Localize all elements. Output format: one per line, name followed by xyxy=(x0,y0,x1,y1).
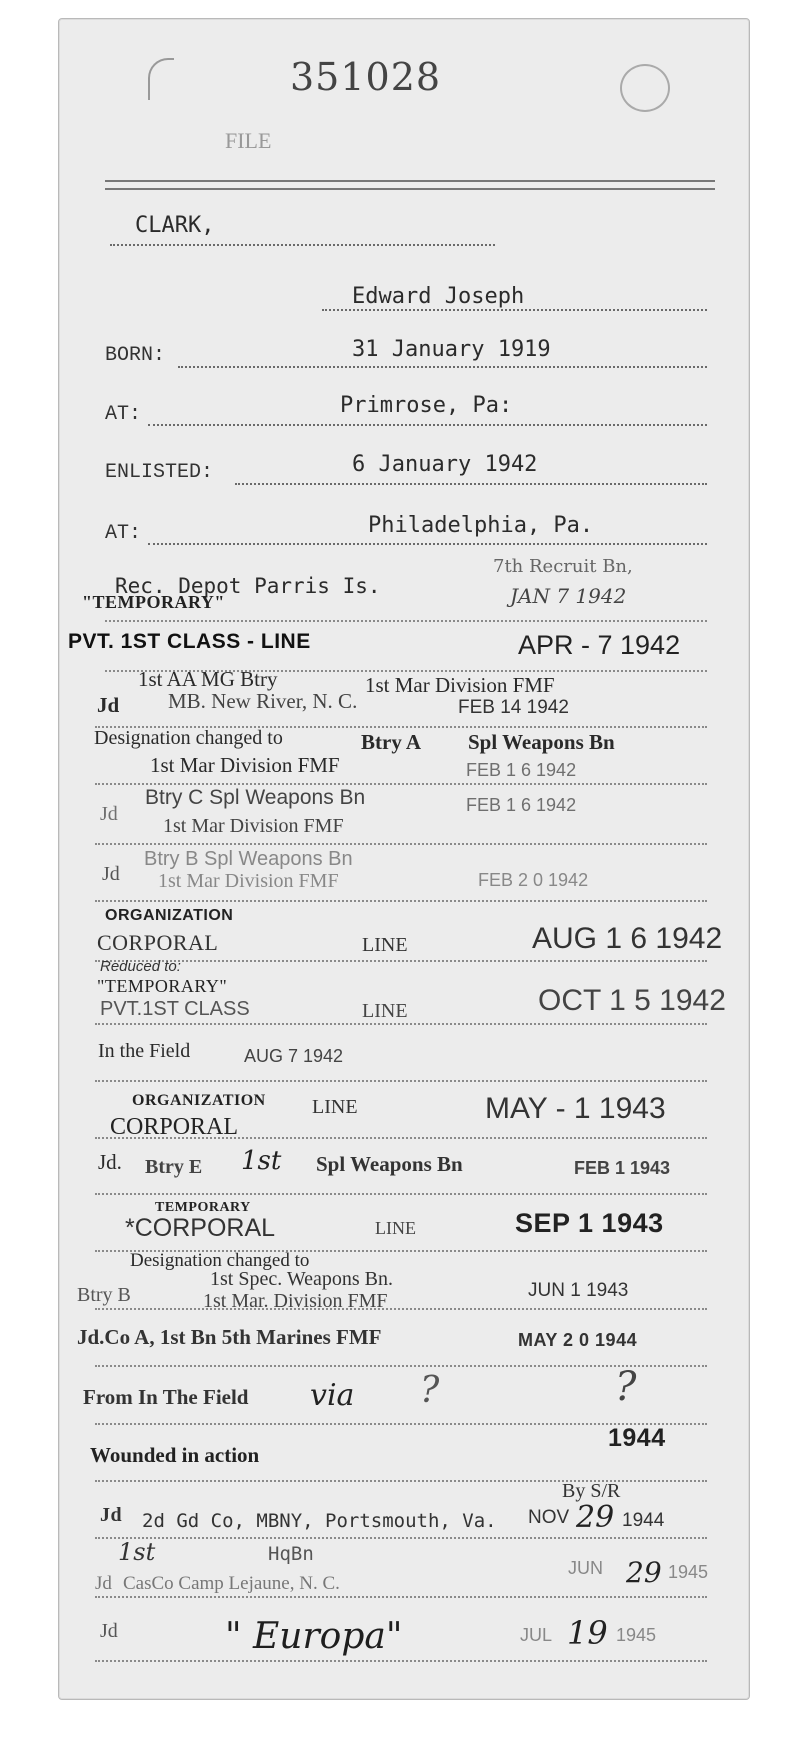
entry-division: 1st Mar Division FMF xyxy=(150,753,340,777)
joined-prefix: Jd xyxy=(100,1504,123,1526)
entry-date: APR - 7 1942 xyxy=(518,630,681,660)
handwritten-annotation: via xyxy=(310,1378,355,1413)
rank-stamp: PVT.1ST CLASS xyxy=(100,998,250,1020)
rank-type: LINE xyxy=(375,1218,416,1238)
entry-text: Wounded in action xyxy=(90,1443,260,1467)
entry-unit: Btry C Spl Weapons Bn xyxy=(145,786,366,809)
entry-text: In the Field xyxy=(98,1040,191,1062)
joined-prefix: Jd xyxy=(100,1620,118,1642)
battalion-name: HqBn xyxy=(268,1543,314,1565)
reduced-label: Reduced to: xyxy=(100,958,181,975)
handwritten-annotation: " Europa" xyxy=(225,1616,403,1657)
dotted-line xyxy=(110,244,495,246)
handwritten-annotation: 1st xyxy=(241,1146,282,1176)
entry-date: FEB 14 1942 xyxy=(458,697,569,718)
entry-unit: 1st AA MG Btry xyxy=(138,667,278,691)
battalion-name: 1st Spec. Weapons Bn. xyxy=(210,1268,394,1290)
entry-date: MAY 2 0 1944 xyxy=(518,1330,638,1350)
temporary-stamp: TEMPORARY xyxy=(155,1200,251,1215)
entry-date-month: NOV xyxy=(528,1507,570,1528)
designation-text: Designation changed to xyxy=(130,1250,310,1271)
entry-date: AUG 7 1942 xyxy=(244,1046,344,1066)
entry-divider xyxy=(95,1137,707,1139)
entry-unit-top: 7th Recruit Bn, xyxy=(493,556,633,577)
dotted-line xyxy=(148,543,707,545)
designation-text: Designation changed to xyxy=(94,727,283,749)
battalion-name: Spl Weapons Bn xyxy=(468,730,615,754)
left-bracket-mark xyxy=(148,58,174,100)
handwritten-question-mark: ? xyxy=(420,1370,440,1411)
entry-divider xyxy=(95,1537,707,1539)
entry-division: 1st Mar Division FMF xyxy=(158,870,339,892)
entry-date-month: JUN xyxy=(568,1558,603,1578)
rank-type: LINE xyxy=(362,934,408,956)
entry-divider xyxy=(95,1660,707,1662)
enlist-place-value: Philadelphia, Pa. xyxy=(368,513,594,538)
surname: CLARK, xyxy=(135,213,215,238)
rank-type: LINE xyxy=(362,1000,408,1022)
entry-text: From In The Field xyxy=(83,1385,249,1409)
entry-date-day: 29 xyxy=(626,1556,662,1589)
dotted-line xyxy=(178,366,707,368)
joined-prefix: Jd xyxy=(95,1573,112,1594)
right-circle-mark xyxy=(620,64,670,112)
entry-date: 1944 xyxy=(608,1424,666,1452)
entry-date-year: 1945 xyxy=(616,1625,657,1645)
rank-stamp: *CORPORAL xyxy=(125,1214,276,1242)
entry-divider xyxy=(95,1596,707,1598)
entry-date: JAN 7 1942 xyxy=(510,584,627,608)
entry-divider xyxy=(105,620,707,622)
enlisted-label: ENLISTED: xyxy=(105,461,214,484)
entry-unit: Jd.Co A, 1st Bn 5th Marines FMF xyxy=(77,1325,382,1349)
file-label: FILE xyxy=(225,128,272,153)
organization-label: ORGANIZATION xyxy=(132,1092,266,1109)
header-double-rule xyxy=(105,180,715,190)
battery-name: Btry E xyxy=(145,1156,203,1178)
rank-stamp: PVT. 1ST CLASS - LINE xyxy=(68,630,311,653)
entry-date-year: 1944 xyxy=(622,1510,665,1531)
entry-divider xyxy=(95,783,707,785)
born-value: 31 January 1919 xyxy=(352,337,551,362)
enlist-place-label: AT: xyxy=(105,522,142,545)
birthplace-value: Primrose, Pa: xyxy=(340,393,513,418)
battalion-name: Spl Weapons Bn xyxy=(316,1152,463,1176)
dotted-line xyxy=(235,483,707,485)
entry-date: JUN 1 1943 xyxy=(528,1280,629,1301)
entry-date: AUG 1 6 1942 xyxy=(532,922,723,955)
rank-type: LINE xyxy=(312,1096,358,1118)
born-label: BORN: xyxy=(105,344,166,367)
battery-name: Btry B xyxy=(77,1284,131,1306)
battery-name: Btry A xyxy=(361,730,422,754)
entry-divider xyxy=(95,960,707,962)
entry-division: 1st Mar. Division FMF xyxy=(203,1290,388,1312)
joined-prefix: Jd xyxy=(97,693,120,717)
enlisted-value: 6 January 1942 xyxy=(352,452,538,477)
entry-divider xyxy=(95,1080,707,1082)
entry-divider xyxy=(95,1308,707,1310)
joined-prefix: Jd xyxy=(100,803,118,825)
joined-prefix: Jd xyxy=(102,863,120,885)
entry-date: FEB 1 1943 xyxy=(574,1158,671,1178)
temporary-stamp: "TEMPORARY" xyxy=(82,592,225,612)
handwritten-question-mark: ? xyxy=(615,1364,637,1410)
temporary-stamp: "TEMPORARY" xyxy=(97,976,228,996)
entry-unit: Btry B Spl Weapons Bn xyxy=(144,848,353,870)
entry-date-day: 29 xyxy=(576,1500,615,1535)
entry-date-month: JUL xyxy=(520,1625,553,1645)
entry-date: MAY - 1 1943 xyxy=(485,1092,666,1125)
entry-location: CasCo Camp Lejaune, N. C. xyxy=(123,1573,340,1594)
entry-date: OCT 1 5 1942 xyxy=(538,984,726,1017)
birthplace-label: AT: xyxy=(105,403,142,426)
entry-date: SEP 1 1943 xyxy=(515,1208,664,1238)
dotted-line xyxy=(148,424,707,426)
handwritten-annotation: 1st xyxy=(118,1538,156,1566)
organization-label: ORGANIZATION xyxy=(105,907,234,924)
entry-division: 1st Mar Division FMF xyxy=(365,673,555,697)
given-names: Edward Joseph xyxy=(352,284,525,309)
entry-divider xyxy=(95,843,707,845)
card-number: 351028 xyxy=(290,55,442,99)
dotted-line xyxy=(322,309,707,311)
entry-date-year: 1945 xyxy=(668,1562,709,1582)
entry-unit: 2d Gd Co, MBNY, Portsmouth, Va. xyxy=(142,1510,497,1532)
rank-stamp: CORPORAL xyxy=(110,1114,239,1140)
entry-date-day: 19 xyxy=(567,1614,608,1652)
entry-divider xyxy=(95,1193,707,1195)
entry-date: FEB 1 6 1942 xyxy=(466,760,577,780)
entry-unit: Rec. Depot Parris Is. xyxy=(115,574,381,598)
entry-date: FEB 1 6 1942 xyxy=(466,795,577,815)
entry-divider xyxy=(95,1023,707,1025)
entry-division: 1st Mar Division FMF xyxy=(163,815,344,837)
entry-date: FEB 2 0 1942 xyxy=(478,870,589,890)
joined-prefix: Jd. xyxy=(98,1150,122,1174)
entry-divider xyxy=(95,900,707,902)
by-sr-label: By S/R xyxy=(562,1480,621,1502)
entry-location: MB. New River, N. C. xyxy=(168,689,358,713)
rank-stamp: CORPORAL xyxy=(97,930,219,955)
